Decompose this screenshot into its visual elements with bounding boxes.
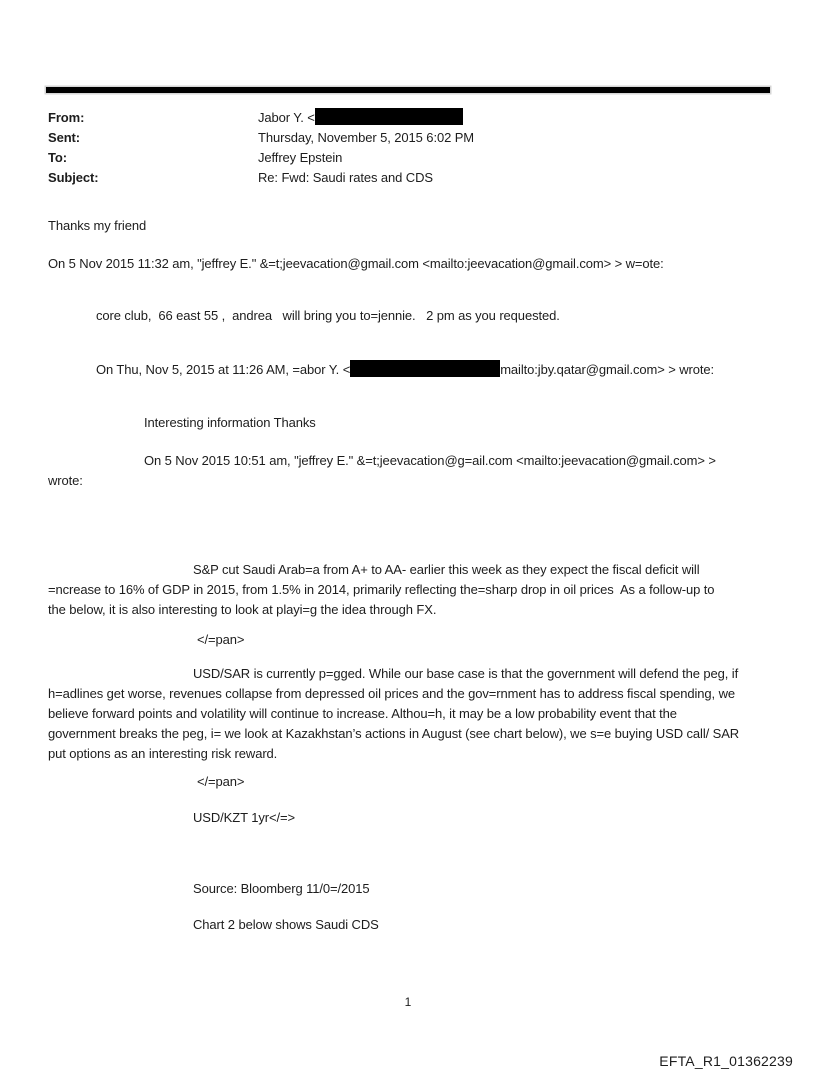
- quote3-attribution-line1: On 5 Nov 2015 10:51 am, "jeffrey E." &=t;jeevacation@g=ail.com <mailto:jeevacation@gmail.com> >: [144, 453, 716, 468]
- header-to-value: Jeffrey Epstein: [258, 150, 343, 165]
- span-tag-artifact-2: </=pan>: [197, 774, 245, 789]
- sar-paragraph-line1: USD/SAR is currently p=gged. While our base case is that the government will defend the peg, if: [193, 666, 739, 681]
- bates-number: EFTA_R1_01362239: [659, 1053, 793, 1069]
- source-bloomberg-line: Source: Bloomberg 11/0=/2015: [193, 881, 370, 896]
- sar-paragraph-line2: h=adlines get worse, revenues collapse from depressed oil prices and the gov=rnment has to address fiscal spending, we: [48, 686, 735, 701]
- quote1-attribution-line: On 5 Nov 2015 11:32 am, "jeffrey E." &=t;jeevacation@gmail.com <mailto:jeevacation@gmail.com> > w=ote:: [48, 256, 664, 271]
- quote3-attribution-line2: wrote:: [48, 473, 83, 488]
- sar-paragraph-line3: believe forward points and volatility will continue to increase. Althou=h, it may be a low probability event that the: [48, 706, 677, 721]
- chart2-caption-line: Chart 2 below shows Saudi CDS: [193, 917, 379, 932]
- body-greeting: Thanks my friend: [48, 218, 147, 233]
- quote2-attribution-after: mailto:jby.qatar@gmail.com> > wrote:: [500, 362, 715, 377]
- core-club-line: core club, 66 east 55 , andrea will bring you to=jennie. 2 pm as you requested.: [96, 308, 560, 323]
- span-tag-artifact-1: </=pan>: [197, 632, 245, 647]
- interesting-information-line: Interesting information Thanks: [144, 415, 316, 430]
- header-to-label: To:: [48, 150, 67, 165]
- redaction-bar: [350, 360, 500, 377]
- header-from-value-text: Jabor Y. <: [258, 110, 315, 125]
- header-sent-value: Thursday, November 5, 2015 6:02 PM: [258, 130, 475, 145]
- sp-paragraph-line2: =ncrease to 16% of GDP in 2015, from 1.5% in 2014, primarily reflecting the=sharp drop in oil prices As a follow-up to: [48, 582, 715, 597]
- page-number: 1: [404, 995, 412, 1009]
- redaction-bar: [315, 108, 463, 125]
- header-from-label: From:: [48, 110, 85, 125]
- header-divider-rule: [46, 87, 770, 93]
- header-sent-label: Sent:: [48, 130, 81, 145]
- sp-paragraph-line3: the below, it is also interesting to look at playi=g the idea through FX.: [48, 602, 437, 617]
- header-subject-value: Re: Fwd: Saudi rates and CDS: [258, 170, 433, 185]
- usd-kzt-line: USD/KZT 1yr</=>: [193, 810, 295, 825]
- sp-paragraph-line1: S&P cut Saudi Arab=a from A+ to AA- earlier this week as they expect the fiscal deficit will: [193, 562, 700, 577]
- header-subject-label: Subject:: [48, 170, 99, 185]
- sar-paragraph-line5: put options as an interesting risk reward.: [48, 746, 278, 761]
- quote2-attribution-before: On Thu, Nov 5, 2015 at 11:26 AM, =abor Y. <: [96, 362, 351, 377]
- quote2-attribution-line: [96, 360, 714, 380]
- sar-paragraph-line4: government breaks the peg, i= we look at Kazakhstan’s actions in August (see chart below), we s=e buying USD call/ SAR: [48, 726, 740, 741]
- header-from-value: [258, 108, 463, 128]
